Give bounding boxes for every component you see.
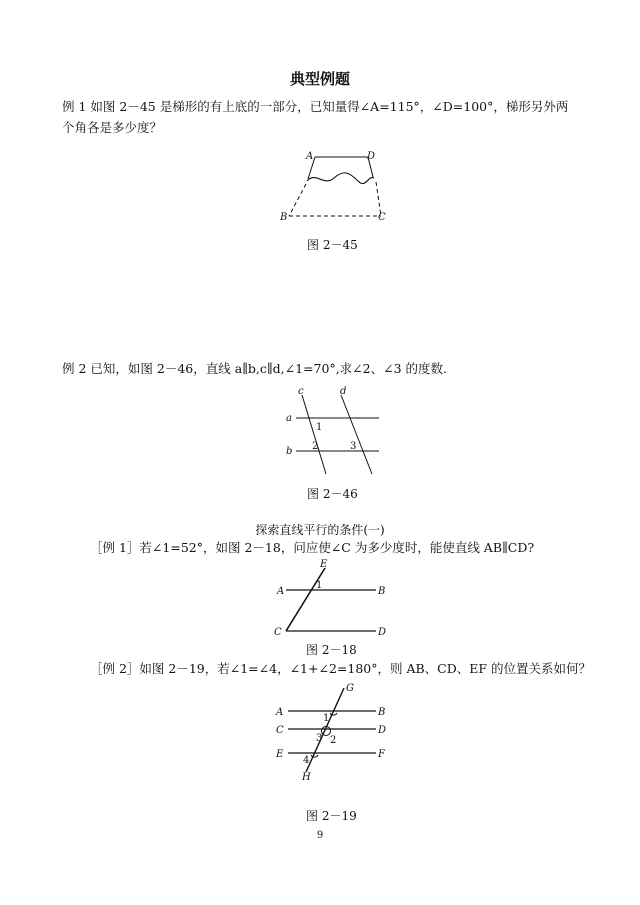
figure-2-19-caption: 图 2－19 <box>306 809 357 823</box>
angle-2-label: 2 <box>330 735 337 746</box>
angle-1-label: 1 <box>323 713 330 724</box>
angle-1-label: 1 <box>316 422 323 433</box>
angle-4-label: 4 <box>303 755 310 766</box>
figure-2-18-caption: 图 2－18 <box>306 643 357 657</box>
label-E: E <box>320 559 328 570</box>
label-c: c <box>298 386 304 397</box>
label-D: D <box>378 627 387 638</box>
example-1-text-line-1: 例 1 如图 2－45 是梯形的有上底的一部分，已知量得∠A=115°，∠D=100°，梯形另外两 <box>62 99 569 114</box>
section-example-1-text: ［例 1］若∠1=52°，如图 2－18，问应使∠C 为多少度时，能使直线 AB∥CD? <box>90 540 535 555</box>
example-2-text: 例 2 已知，如图 2－46，直线 a∥b,c∥d,∠1=70°,求∠2、∠3 的度数. <box>62 361 447 376</box>
figure-2-46-caption: 图 2－46 <box>307 487 358 501</box>
label-F: F <box>378 749 385 760</box>
figure-2-46 <box>280 385 390 480</box>
angle-3-label: 3 <box>316 733 323 744</box>
label-a: a <box>286 413 292 424</box>
label-A: A <box>277 586 285 597</box>
label-C: C <box>378 212 386 223</box>
angle-2-label: 2 <box>312 441 319 452</box>
figure-2-19 <box>268 680 398 786</box>
label-b: b <box>286 446 293 457</box>
figure-2-45 <box>270 145 400 230</box>
angle-3-label: 3 <box>350 441 357 452</box>
label-C: C <box>274 627 282 638</box>
angle-1-label: 1 <box>316 580 323 591</box>
section-subtitle: 探索直线平行的条件(一) <box>255 523 385 537</box>
label-A: A <box>306 151 314 162</box>
label-D: D <box>367 151 376 162</box>
label-E: E <box>276 749 284 760</box>
page-number: 9 <box>316 830 324 841</box>
label-H: H <box>302 772 311 783</box>
figure-2-18 <box>268 557 398 642</box>
label-A: A <box>276 707 284 718</box>
example-1-text-line-2: 个角各是多少度？ <box>62 120 163 135</box>
figure-2-45-caption: 图 2－45 <box>307 238 358 252</box>
label-G: G <box>346 683 354 694</box>
label-B: B <box>280 212 288 223</box>
label-D: D <box>378 725 387 736</box>
section-example-2-text: ［例 2］如图 2－19，若∠1=∠4，∠1+∠2=180°，则 AB、CD、EF 的位置关系如何？ <box>90 661 592 676</box>
label-B: B <box>378 707 386 718</box>
page-title: 典型例题 <box>289 70 350 88</box>
label-d: d <box>340 386 347 397</box>
label-B: B <box>378 586 386 597</box>
label-C: C <box>276 725 284 736</box>
